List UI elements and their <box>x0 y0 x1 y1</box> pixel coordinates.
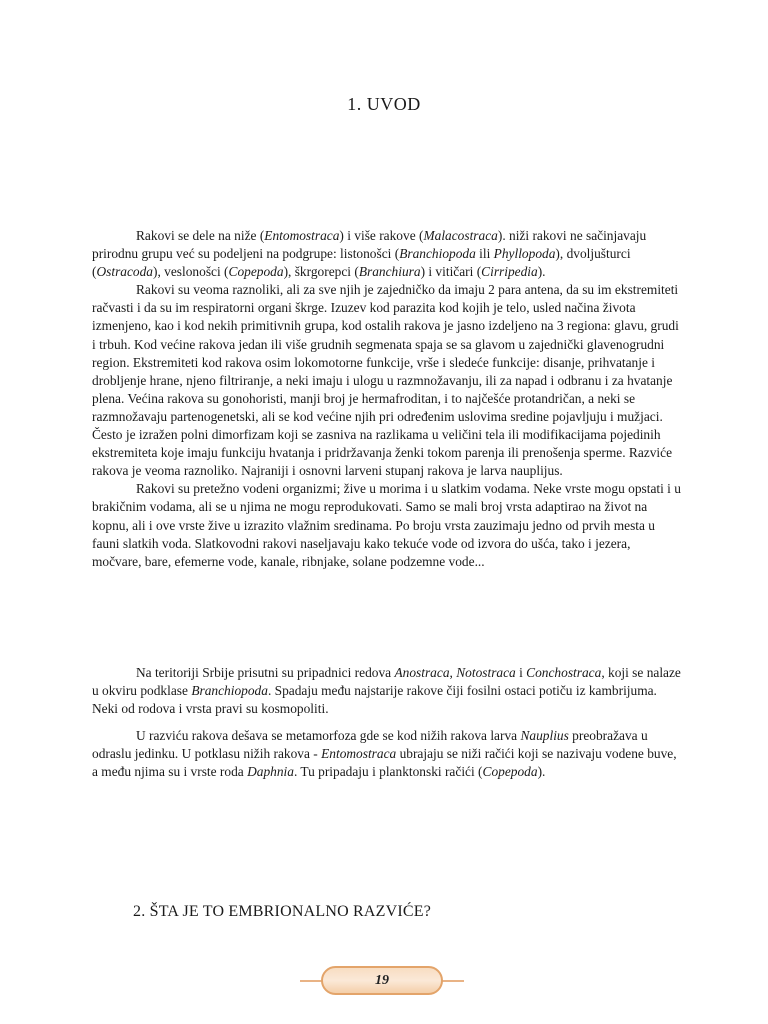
page-number-rule-right <box>442 980 464 982</box>
italic-term: Entomostraca <box>264 228 340 243</box>
paragraph-serbia: Na teritoriji Srbije prisutni su pripadnici redova Anostraca, Notostraca i Conchostraca, koji se nalaze u okviru podklase Branchiopoda. Spadaju među najstarije rakove čiji fosilni ostaci potiču iz kambrijuma. Neki od rodova i vrsta pravi su kosmopoliti. <box>92 665 681 717</box>
italic-term: Daphnia <box>247 764 294 780</box>
italic-term: Malacostraca <box>423 228 498 243</box>
italic-term: Branchiura <box>358 264 421 280</box>
italic-term: Nauplius <box>520 728 569 743</box>
italic-term: Notostraca <box>456 665 516 680</box>
italic-term: Cirripedia <box>481 264 538 280</box>
page-number: 19 <box>321 966 443 995</box>
italic-term: Branchiopoda <box>191 683 268 699</box>
page-number-rule-left <box>300 980 322 982</box>
italic-term: Entomostraca <box>321 746 397 762</box>
italic-term: Phyllopoda <box>493 246 556 262</box>
section-heading-embryonic: 2. ŠTA JE TO EMBRIONALNO RAZVIĆE? <box>133 903 432 920</box>
paragraph-development: U razviću rakova dešava se metamorfoza gde se kod nižih rakova larva Nauplius preobražava u odraslu jedinku. U potklasu nižih rakova - Entomostraca ubrajaju se niži račići koji se nazivaju vodene buve, a među njima su i vrste roda Daphnia. Tu pripadaju i planktonski račići (Copepoda). <box>92 728 677 780</box>
italic-term: Copepoda <box>482 764 538 780</box>
italic-term: Copepoda <box>228 264 284 280</box>
paragraph-intro: Rakovi se dele na niže (Entomostraca) i više rakove (Malacostraca). niži rakovi ne sačinjavaju prirodnu grupu već su podeljeni na podgrupe: listonošci (Branchiopoda ili Phyllopoda), dvoljušturci (Ostracoda), veslonošci (Copepoda), škrgorepci (Branchiura) i vitičari (Cirripedia). Rakovi su veoma raznoliki, ali za sve njih je zajedničko da imaju 2 para antena, da su im ekstremiteti račvasti i da su im respiratorni organi škrge. Izuzev kod parazita kod kojih je telo, usled načina života izmenjeno, kao i kod nekih primitivnih grupa, kod ostalih rakova je jasno izdeljeno na 3 regiona: glavu, grudi i trbuh. Kod većine rakova jedan ili više grudnih segmenata spaja se sa glavom u zajednički glavenogrudni region. Ekstremiteti kod rakova osim lokomotorne funkcije, vrše i sledeće funkcije: disanje, prihvatanje i drobljenje hrane, njeno filtriranje, a neki imaju i ulogu u razmnožavanju, ili za napad i odbranu i za hvatanje plena. Većina rakova su gonohoristi, manji broj je hermafroditan, i to najčešće protandričan, a neki se razmnožavaju partenogenetski, ali se kod većine njih pri određenim uslovima sredine pojavljuju i mužjaci. Često je izražen polni dimorfizam koji se zasniva na razlikama u veličini tela ili modifikacijama pojedinih ekstremiteta koje imaju funkciju hvatanja i pridržavanja ženki tokom parenja ili prenošenja sperme. Razviće rakova je veoma raznoliko. Najraniji i osnovni larveni stupanj rakova je larva nauplijus. Rakovi su pretežno vodeni organizmi; žive u morima i u slatkim vodama. Neke vrste mogu opstati i u brakičnim vodama, ali se u njima ne mogu reprodukovati. Samo se mali broj vrsta adaptirao na život na kopnu, ali i ove vrste žive u izrazito vlažnim sredinama. Po broju vrsta zauzimaju jedno od prvih mesta u fauni slatkih voda. Slatkovodni rakovi naseljavaju kako tekuće vode od izvora do ušća, tako i jezera, močvare, bare, efemerne vode, kanale, ribnjake, solane podzemne vode... <box>92 228 681 569</box>
italic-term: Anostraca <box>394 665 450 680</box>
italic-term: Ostracoda <box>96 264 154 280</box>
italic-term: Conchostraca <box>526 665 602 680</box>
section-heading-uvod: 1. UVOD <box>347 94 421 114</box>
italic-term: Branchiopoda <box>399 246 476 262</box>
